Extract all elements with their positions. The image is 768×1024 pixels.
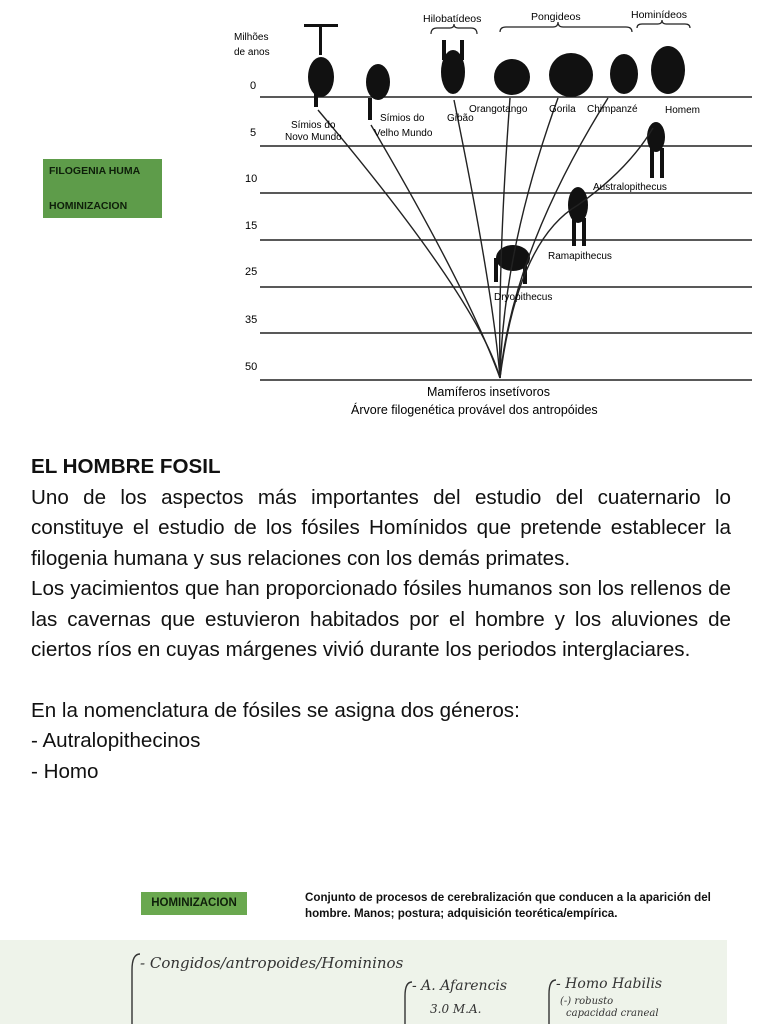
axis-title-2: de anos <box>234 47 270 58</box>
note-6: capacidad craneal <box>566 1008 659 1019</box>
phylogenetic-tree-figure <box>228 0 768 430</box>
homem-icon <box>647 122 665 152</box>
label-dryopithecus: Dryopithecus <box>494 292 553 303</box>
axis-title-1: Milhões <box>234 32 269 43</box>
tick-50: 50 <box>245 361 258 373</box>
note-3: 3.0 M.A. <box>430 1002 482 1016</box>
tree-branches <box>318 98 653 378</box>
section-tag <box>43 159 162 218</box>
label-chimpanzee: Chimpanzé <box>587 104 638 115</box>
tick-25: 25 <box>245 266 258 278</box>
tag-filogenia: FILOGENIA HUMA <box>49 165 141 177</box>
tick-5: 5 <box>250 127 257 139</box>
new-world-monkey-icon <box>308 57 334 97</box>
label-australopithecus: Australopithecus <box>593 182 667 193</box>
note-5: (-) robusto <box>560 996 614 1007</box>
label-gorilla: Gorila <box>549 104 576 115</box>
tick-35: 35 <box>245 314 258 326</box>
paragraph-2: Los yacimientos que han proporcionado fósiles humanos son los rellenos de las cavernas que estuvieron habitados por el hombre y los aluviones de ciertos ríos en cuyas márgenes vivió durante los periodos interglaciares. <box>31 577 731 661</box>
handwritten-notes <box>0 940 727 1024</box>
paragraph-3: En la nomenclatura de fósiles se asigna dos géneros: <box>31 698 520 722</box>
label-new-world-1: Símios do <box>291 120 336 131</box>
group-headers <box>423 9 687 25</box>
human-crouching-icon <box>651 46 685 94</box>
group-hominids: Hominídeos <box>631 9 688 21</box>
hominizacion-tag: HOMINIZACION <box>141 892 247 915</box>
tick-0: 0 <box>250 80 257 92</box>
article <box>31 452 731 787</box>
gorilla-icon <box>549 53 593 97</box>
group-pongids: Pongideos <box>531 11 581 23</box>
label-gibbon: Gibão <box>447 113 474 124</box>
group-hylobatids: Hilobatídeos <box>423 13 482 25</box>
primate-silhouettes <box>304 24 685 284</box>
chimpanzee-icon <box>610 54 638 94</box>
label-orangutan: Orangotango <box>469 104 528 115</box>
note-2: - A. Afarencis <box>412 978 508 994</box>
tag-hominizacion: HOMINIZACION <box>49 200 128 212</box>
old-world-monkey-icon <box>366 64 390 100</box>
genus-item-1: - Autralopithecinos <box>31 729 201 752</box>
tick-15: 15 <box>245 220 258 232</box>
branch-bar <box>304 24 338 27</box>
paragraph-spacer <box>31 666 731 696</box>
note-1: - Congidos/antropoides/Homininos <box>140 954 404 972</box>
article-title: EL HOMBRE FOSIL <box>31 455 221 478</box>
label-human: Homem <box>665 105 701 116</box>
tree-caption <box>351 385 598 417</box>
paragraph-1: Uno de los aspectos más importantes del estudio del cuaternario lo constituye el estudio de los fósiles Homínidos que pretende establecer la filogenia humana y sus relaciones con los demás primates. <box>31 485 731 570</box>
figure-caption: Árvore filogenética provável dos antropóides <box>351 403 598 417</box>
note-4: - Homo Habilis <box>556 976 663 992</box>
label-new-world-2: Novo Mundo <box>285 132 342 143</box>
tick-labels <box>245 80 257 373</box>
label-old-world-2: Velho Mundo <box>374 128 433 139</box>
hominizacion-definition: Conjunto de procesos de cerebralización que conducen a la aparición del hombre. Manos; postura; adquisición teorética/empírica. <box>305 891 711 920</box>
orangutan-icon <box>494 59 530 95</box>
genus-item-2: - Homo <box>31 759 99 783</box>
tick-10: 10 <box>245 173 258 185</box>
hanging-arm <box>319 27 322 55</box>
tree-labels <box>285 104 700 303</box>
label-old-world-1: Símios do <box>380 113 425 124</box>
label-root: Mamíferos insetívoros <box>427 385 550 399</box>
label-ramapithecus: Ramapithecus <box>548 251 612 262</box>
